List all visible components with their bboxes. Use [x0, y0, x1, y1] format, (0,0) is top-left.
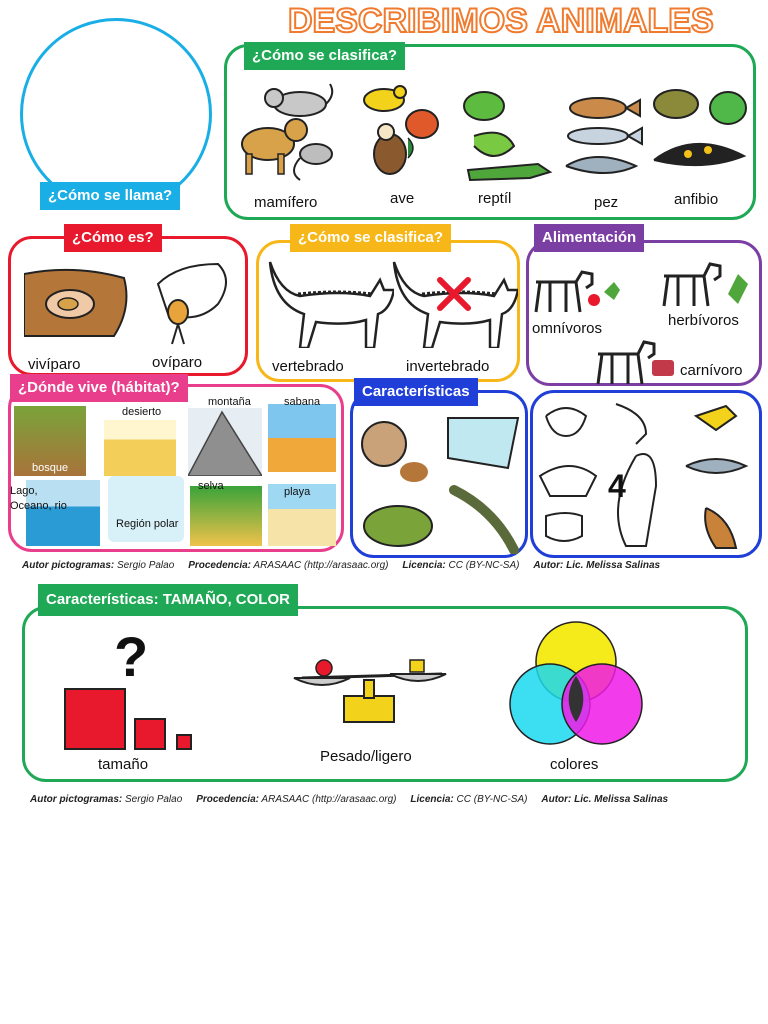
jungle-picture — [190, 486, 262, 546]
birds-picture — [346, 78, 446, 188]
body-parts-picture — [536, 396, 758, 556]
herbivore-picture — [660, 254, 756, 310]
mammal-label: mamífero — [254, 194, 318, 211]
weight-label: Pesado/ligero — [320, 748, 412, 765]
fish-picture — [560, 92, 646, 188]
vertebrate-label: vertebrado — [272, 358, 344, 375]
amphibians-picture — [648, 84, 752, 190]
source-name-2: ARASAAC (http://arasaac.org) — [261, 794, 397, 805]
question-mark: ? — [114, 625, 149, 688]
vertebrate-cat-picture — [262, 252, 394, 348]
savanna-label: sabana — [284, 396, 321, 408]
spine-tag: ¿Cómo se clasifica? — [290, 224, 451, 252]
mountain-picture — [188, 408, 262, 476]
scale-picture — [292, 654, 452, 728]
license-label: Licencia: — [402, 560, 446, 571]
author-label-2: Autor pictogramas: — [30, 794, 123, 805]
author-name-2: Sergio Palao — [125, 794, 183, 805]
size-label: tamaño — [98, 756, 149, 773]
author-name: Sergio Palao — [117, 560, 175, 571]
invertebrate-label: invertebrado — [406, 358, 490, 375]
polar-label: Región polar — [116, 518, 179, 530]
bird-label: ave — [390, 190, 415, 207]
colors-label: colores — [550, 756, 599, 773]
classify-tag: ¿Cómo se clasifica? — [244, 42, 405, 70]
size-color-tag: Características: TAMAÑO, COLOR — [38, 584, 298, 616]
habitat-tag: ¿Dónde vive (hábitat)? — [10, 374, 188, 402]
credits-line-1 — [22, 560, 660, 571]
license-name: CC (BY-NC-SA) — [448, 560, 520, 571]
mammals-picture — [230, 78, 340, 188]
source-name: ARASAAC (http://arasaac.org) — [253, 560, 389, 571]
carnivore-picture — [594, 334, 680, 386]
mountain-label: montaña — [208, 396, 251, 408]
viviparous-picture — [24, 264, 132, 338]
savanna-picture — [268, 404, 336, 472]
amphibian-label: anfibio — [674, 191, 719, 208]
page-title: DESCRIBIMOS ANIMALES — [288, 2, 714, 40]
name-tag: ¿Cómo se llama? — [40, 182, 180, 210]
reptiles-picture — [454, 86, 554, 190]
invertebrate-cat-picture — [386, 252, 518, 348]
omnivore-label: omnívoros — [532, 320, 603, 337]
food-tag: Alimentación — [534, 224, 644, 252]
big-square — [64, 688, 126, 750]
desert-picture — [104, 420, 176, 476]
desert-label: desierto — [122, 406, 162, 418]
author-label: Autor pictogramas: — [22, 560, 115, 571]
reptile-label: reptíl — [478, 190, 512, 207]
source-label: Procedencia: — [188, 560, 251, 571]
license-label-2: Licencia: — [410, 794, 454, 805]
license-name-2: CC (BY-NC-SA) — [456, 794, 528, 805]
small-square — [176, 734, 192, 750]
covering-picture — [358, 410, 524, 554]
ocean-label: Lago, Oceano, rio — [10, 485, 67, 512]
omnivore-picture — [532, 262, 626, 314]
source-label-2: Procedencia: — [196, 794, 259, 805]
features-tag: Características — [354, 378, 478, 406]
author2-name-2: Autor: Lic. Melissa Salinas — [541, 794, 669, 805]
forest-label: bosque — [32, 462, 69, 474]
medium-square — [134, 718, 166, 750]
jungle-label: selva — [198, 480, 224, 492]
body-type-tag: ¿Cómo es? — [64, 224, 162, 252]
viviparous-label: vivíparo — [28, 356, 81, 373]
carnivore-label: carnívoro — [680, 362, 743, 379]
legs-count-number: 4 — [608, 468, 626, 504]
fish-label: pez — [594, 194, 619, 211]
color-venn-picture — [496, 616, 658, 750]
credits-line-2 — [30, 794, 668, 805]
oviparous-picture — [138, 254, 238, 350]
herbivore-label: herbívoros — [668, 312, 739, 329]
oviparous-label: ovíparo — [152, 354, 203, 371]
beach-label: playa — [284, 486, 311, 498]
author2-name: Autor: Lic. Melissa Salinas — [533, 560, 661, 571]
polar-picture — [108, 476, 184, 542]
